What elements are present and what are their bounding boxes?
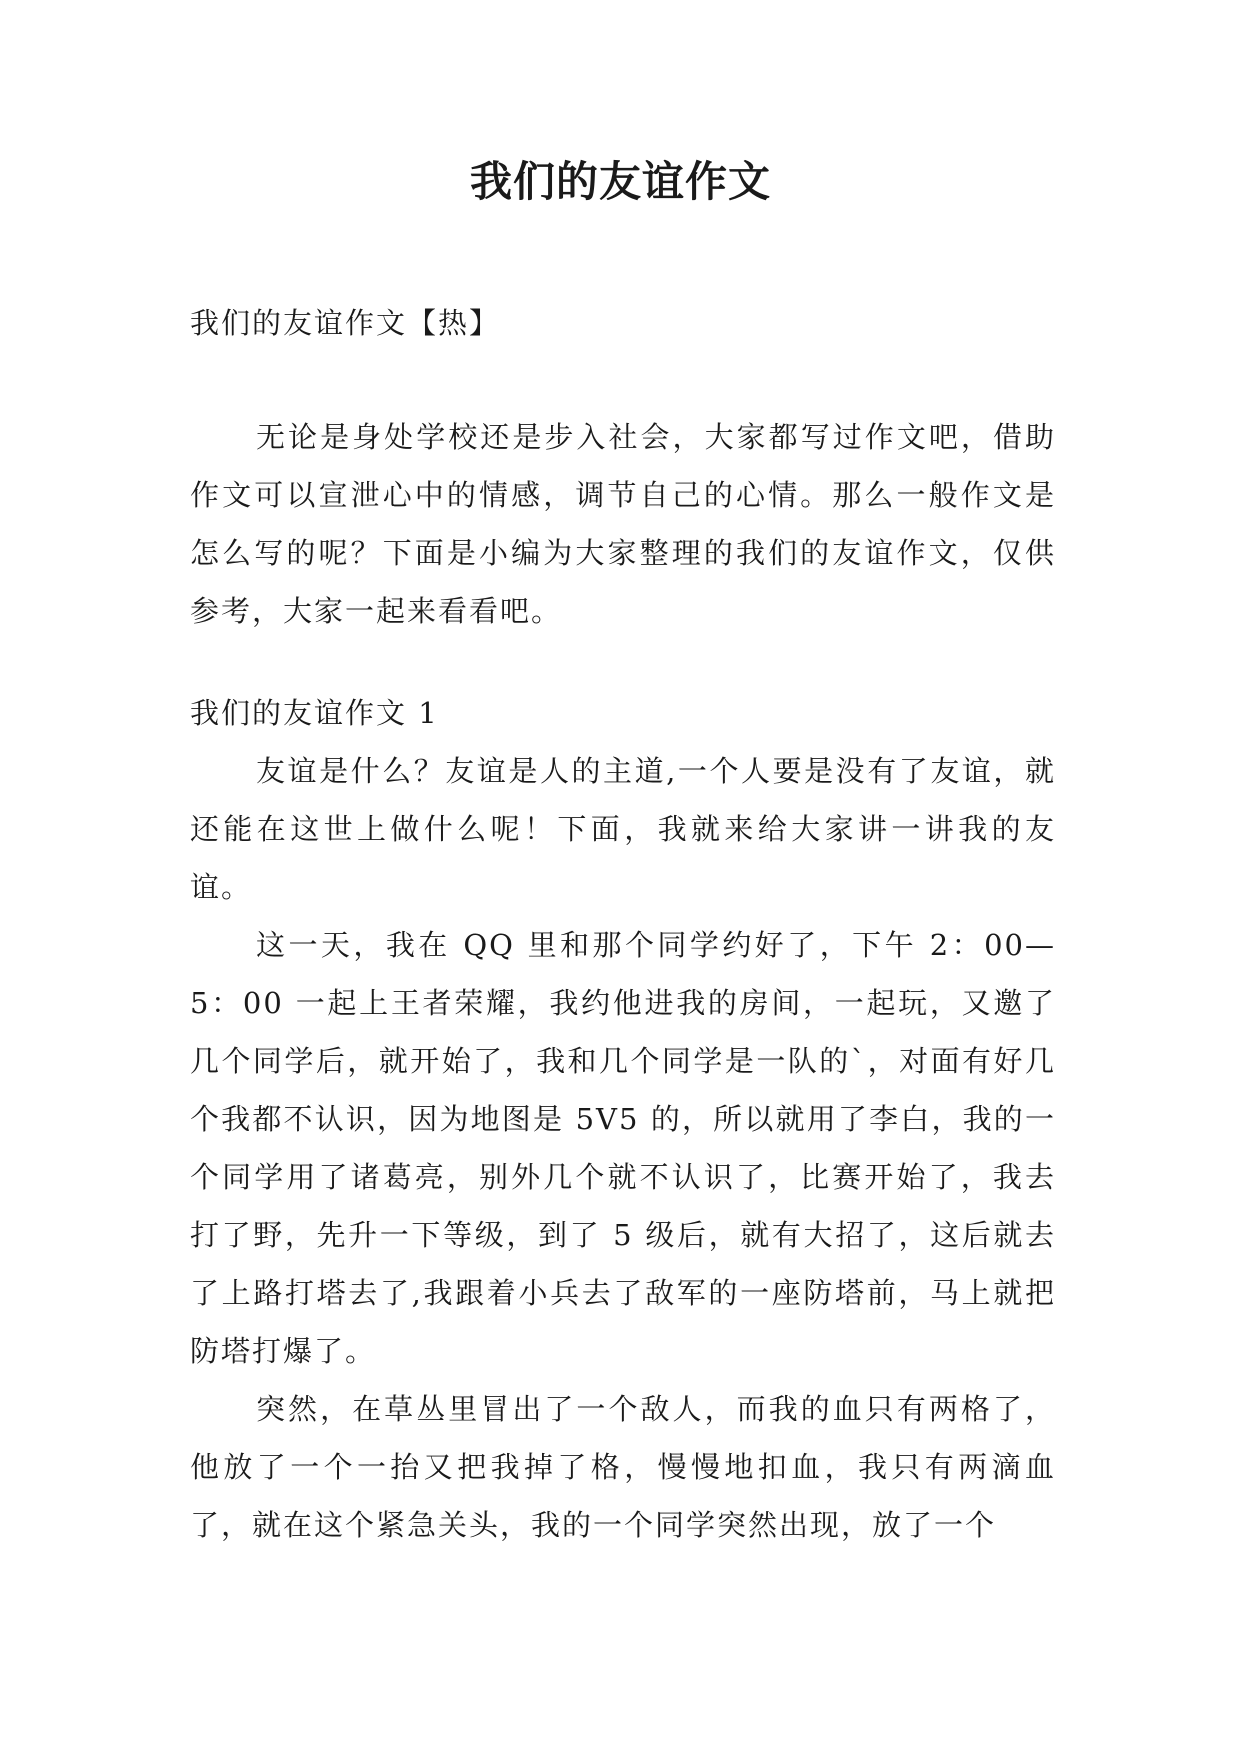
body-paragraph: 这一天，我在 QQ 里和那个同学约好了，下午 2：00—5：00 一起上王者荣耀，我约他进我的房间，一起玩，又邀了几个同学后，就开始了，我和几个同学是一队的`，对面有好几个我都不认识，因为地图是 5V5 的，所以就用了李白，我的一个同学用了诸葛亮，别外几个就不认识了，比赛开始了，我去打了野，先升一下等级，到了 5 级后，就有大招了，这后就去了上路打塔去了,我跟着小兵去了敌军的一座防塔前，马上就把防塔打爆了。	[190, 928, 1056, 1368]
body-paragraph: 友谊是什么？友谊是人的主道,一个人要是没有了友谊，就还能在这世上做什么呢！下面，我就来给大家讲一讲我的友谊。	[190, 754, 1056, 904]
document-subtitle: 我们的友谊作文【热】	[190, 306, 501, 340]
section-heading: 我们的友谊作文 1	[190, 696, 439, 730]
intro-paragraph: 无论是身处学校还是步入社会，大家都写过作文吧，借助作文可以宣泄心中的情感，调节自己的心情。那么一般作文是怎么写的呢？下面是小编为大家整理的我们的友谊作文，仅供参考，大家一起来看看吧。	[190, 420, 1056, 628]
body-paragraph: 突然，在草丛里冒出了一个敌人，而我的血只有两格了，他放了一个一抬又把我掉了格，慢慢地扣血，我只有两滴血了，就在这个紧急关头，我的一个同学突然出现，放了一个	[190, 1392, 1056, 1542]
document-body	[190, 294, 1056, 1554]
document-title: 我们的友谊作文	[469, 157, 771, 206]
